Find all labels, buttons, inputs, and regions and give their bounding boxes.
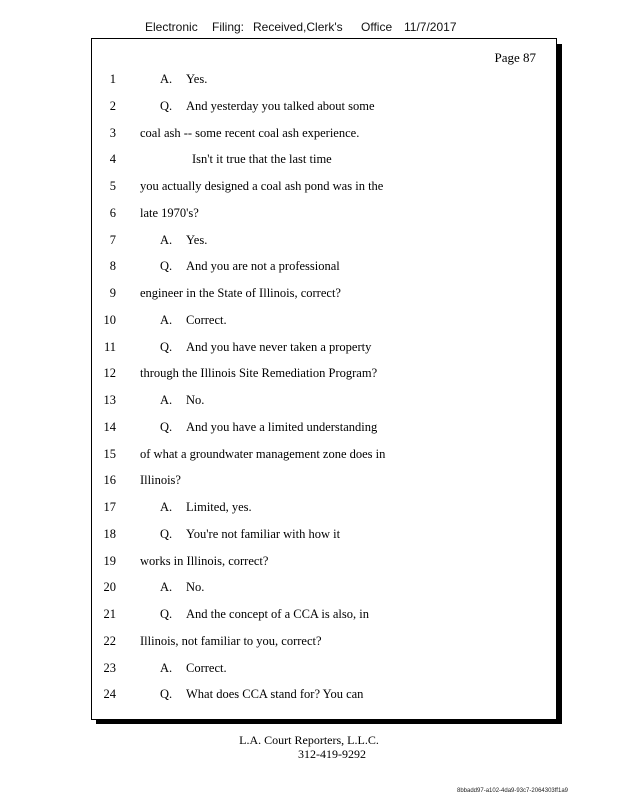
line-text: Illinois, not familiar to you, correct? [140, 633, 322, 648]
filing-header-filing: Filing: [212, 20, 245, 34]
speaker-mark: Q. [160, 687, 173, 702]
filing-header-label: Electronic [145, 20, 198, 34]
transcript-line [92, 259, 532, 279]
line-text: No. [186, 393, 205, 407]
line-number: 11 [103, 339, 116, 354]
speaker-mark: A. [160, 393, 173, 407]
qa-text [160, 687, 363, 702]
qa-text [160, 340, 371, 355]
transcript-line [92, 313, 532, 333]
line-number: 3 [109, 125, 116, 140]
line-number: 9 [109, 286, 116, 300]
line-number: 4 [109, 152, 116, 167]
footer-phone: 312-419-9292 [298, 747, 366, 761]
filing-header-office: Office [361, 20, 393, 34]
qa-text [160, 233, 207, 248]
line-number: 5 [109, 179, 116, 193]
line-text: you actually designed a coal ash pond was in the [140, 179, 384, 193]
line-number: 24 [103, 687, 116, 702]
footer-doc-hash: 8bbadd97-a102-4da9-93c7-2064303ff1a9 [457, 788, 568, 794]
transcript-line [92, 607, 532, 627]
line-text: And yesterday you talked about some [186, 98, 375, 113]
line-text: And the concept of a CCA is also, in [186, 607, 369, 621]
transcript-line [92, 72, 532, 92]
line-number: 2 [109, 98, 116, 113]
speaker-mark: Q. [160, 259, 173, 274]
line-text: coal ash -- some recent coal ash experience. [140, 125, 360, 140]
transcript-line [92, 687, 532, 707]
line-text: Illinois? [140, 473, 181, 488]
speaker-mark: A. [160, 500, 173, 514]
transcript-line [92, 340, 532, 360]
line-text: And you have never taken a property [186, 339, 372, 354]
transcript-line [92, 554, 532, 574]
filing-header [0, 20, 618, 38]
qa-text [160, 527, 340, 542]
qa-text [160, 72, 207, 87]
line-text: Isn't it true that the last time [192, 152, 332, 167]
speaker-mark: Q. [160, 339, 173, 354]
transcript-line [92, 286, 532, 306]
line-number: 22 [103, 633, 116, 648]
speaker-mark: A. [160, 72, 173, 86]
line-text: And you have a limited understanding [186, 419, 378, 434]
filing-header-received: Received,Clerk's [253, 20, 343, 34]
line-text: engineer in the State of Illinois, correct? [140, 286, 341, 300]
transcript-line [92, 447, 532, 467]
line-text: of what a groundwater management zone does in [140, 446, 386, 461]
line-text: Yes. [186, 72, 208, 86]
line-text: Correct. [186, 312, 227, 327]
line-text: Yes. [186, 232, 208, 247]
qa-text [160, 580, 204, 595]
transcript-line [92, 152, 532, 172]
filing-header-date: 11/7/2017 [404, 20, 457, 34]
line-text: And you are not a professional [186, 259, 340, 274]
line-number: 17 [103, 500, 116, 514]
transcript-line [92, 420, 532, 440]
transcript-line [92, 393, 532, 413]
line-number: 6 [109, 205, 116, 220]
line-number: 20 [103, 580, 116, 595]
line-number: 7 [109, 232, 116, 247]
line-number: 13 [103, 393, 116, 407]
qa-text [160, 661, 227, 676]
transcript-line [92, 366, 532, 386]
qa-text [160, 313, 227, 328]
page-number: Page 87 [494, 50, 536, 65]
speaker-mark: A. [160, 580, 173, 595]
footer-company: L.A. Court Reporters, L.L.C. [239, 733, 379, 747]
transcript-line [92, 500, 532, 520]
qa-text [160, 393, 204, 408]
transcript-line [92, 661, 532, 681]
line-number: 16 [103, 473, 116, 488]
transcript-line [92, 580, 532, 600]
speaker-mark: A. [160, 660, 173, 675]
transcript-line [92, 179, 532, 199]
line-number: 1 [109, 72, 116, 86]
speaker-mark: Q. [160, 607, 173, 621]
line-number: 14 [103, 419, 116, 434]
speaker-mark: Q. [160, 419, 173, 434]
line-number: 18 [103, 526, 116, 541]
line-number: 21 [103, 607, 116, 621]
speaker-mark: Q. [160, 98, 173, 113]
line-number: 12 [103, 366, 116, 381]
line-text: late 1970's? [140, 205, 199, 220]
transcript-line [92, 634, 532, 654]
transcript-line [92, 99, 532, 119]
qa-text [160, 99, 375, 114]
line-number: 8 [109, 259, 116, 274]
line-text: Correct. [186, 660, 227, 675]
transcript-line [92, 206, 532, 226]
line-number: 19 [103, 553, 116, 568]
line-text: What does CCA stand for? You can [186, 687, 364, 702]
qa-text [160, 500, 252, 515]
transcript-line [92, 527, 532, 547]
line-number: 10 [103, 312, 116, 327]
speaker-mark: A. [160, 232, 173, 247]
speaker-mark: A. [160, 312, 173, 327]
line-text: Limited, yes. [186, 500, 252, 514]
line-number: 15 [103, 446, 116, 461]
qa-text [160, 259, 340, 274]
qa-text [160, 420, 377, 435]
line-number: 23 [103, 660, 116, 675]
transcript-line [92, 233, 532, 253]
speaker-mark: Q. [160, 526, 173, 541]
transcript-page [91, 38, 557, 720]
line-text: No. [186, 580, 205, 595]
transcript-line [92, 473, 532, 493]
line-text: through the Illinois Site Remediation Program? [140, 366, 378, 381]
transcript-line [92, 126, 532, 146]
line-text: You're not familiar with how it [186, 526, 341, 541]
qa-text [160, 607, 369, 622]
line-text: works in Illinois, correct? [140, 553, 269, 568]
